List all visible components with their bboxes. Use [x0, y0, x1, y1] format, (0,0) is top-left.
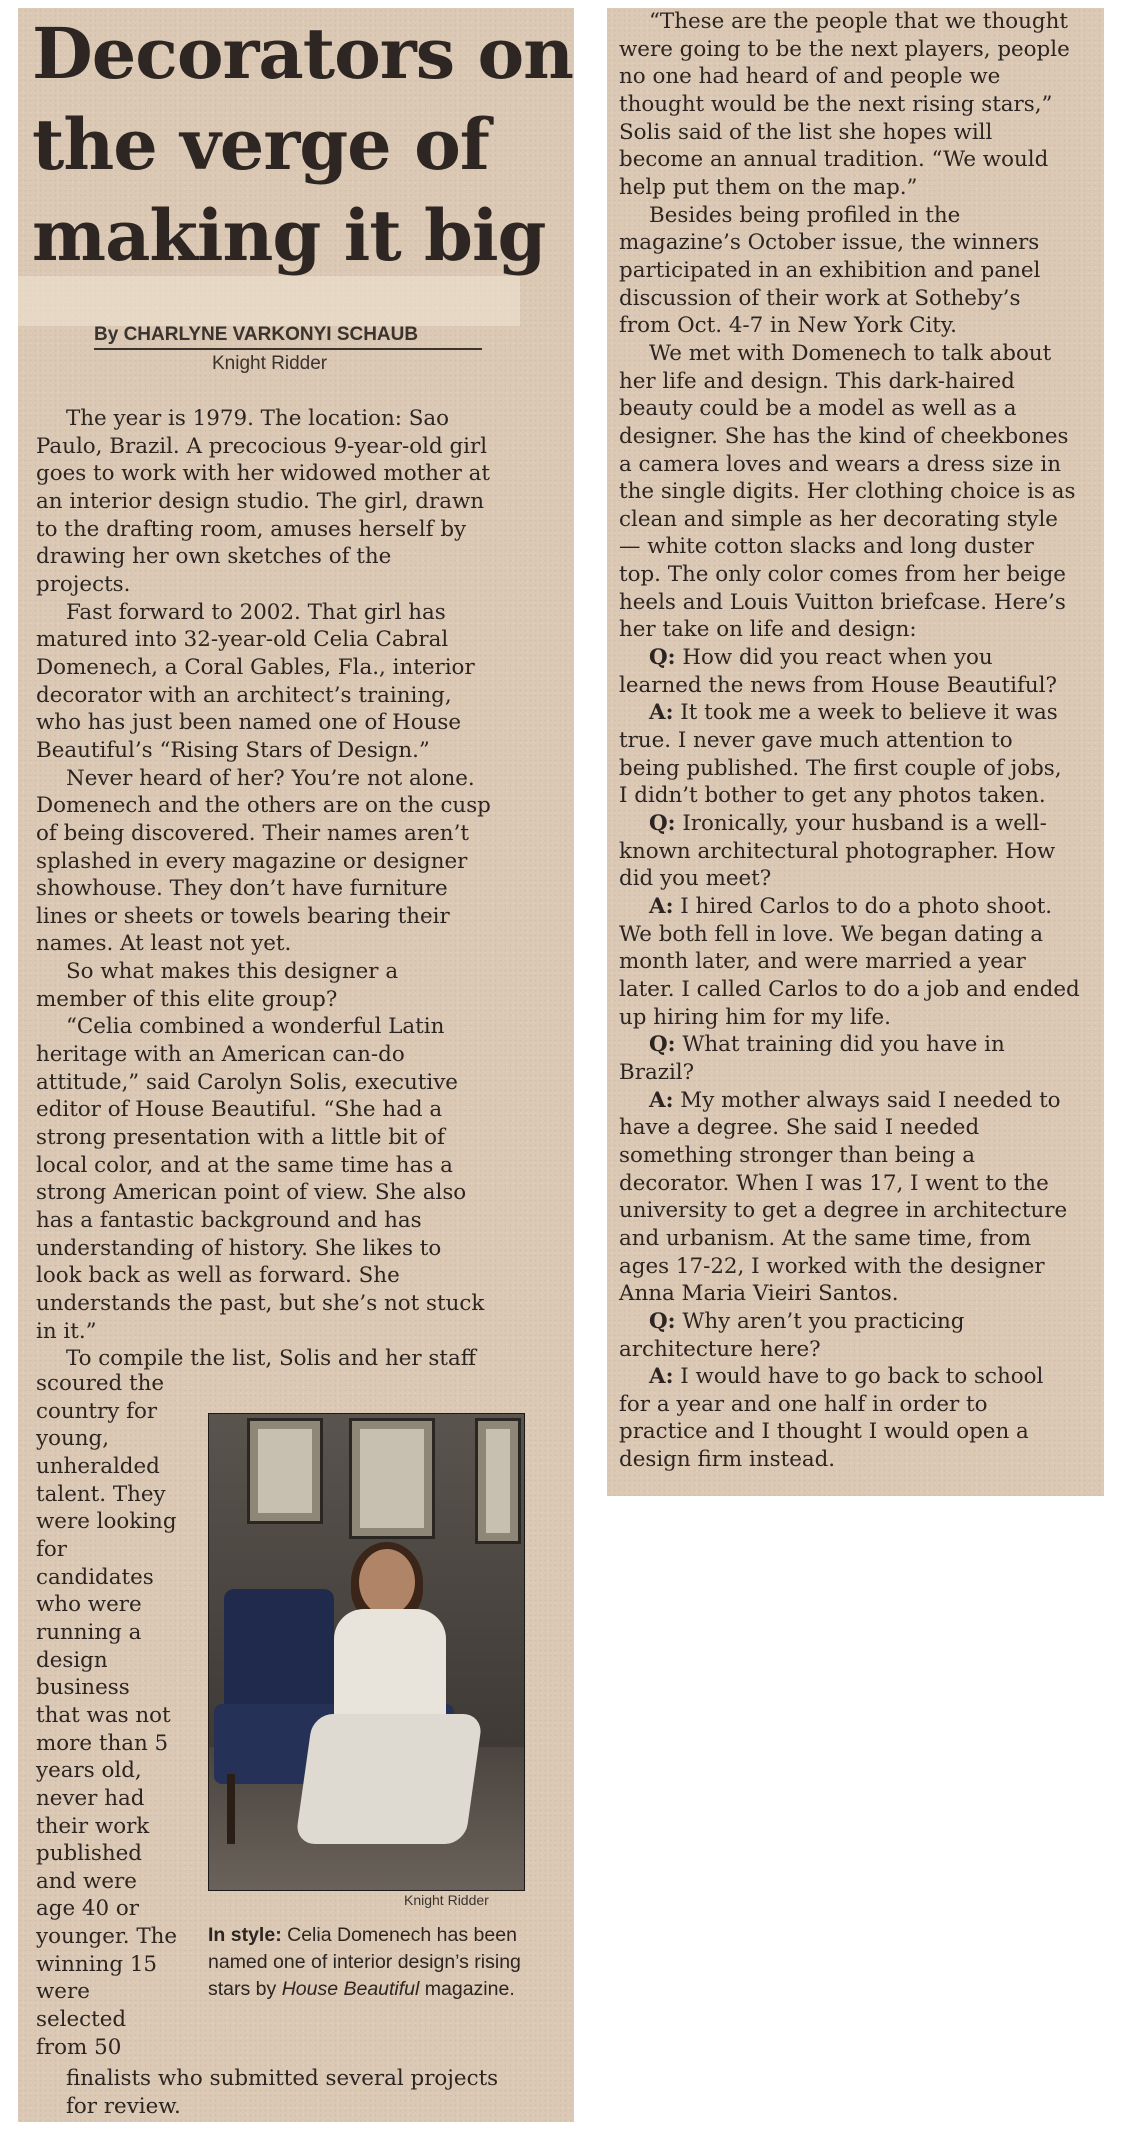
text-line: business	[36, 1675, 130, 1701]
text-line	[36, 488, 564, 516]
left-tail-text	[36, 2065, 564, 2120]
text-line	[619, 146, 1099, 174]
portrait-photo	[208, 1413, 525, 1891]
text-line-content: beauty could be a model as well as a	[619, 396, 1017, 422]
text-line: years old,	[36, 1758, 142, 1784]
text-line-content: ages 17-22, I worked with the designer	[619, 1253, 1045, 1279]
qa-label: A:	[649, 1364, 674, 1390]
text-line-content: top. The only color comes from her beige	[619, 562, 1066, 588]
qa-label: Q:	[649, 1032, 676, 1058]
text-line	[619, 229, 1099, 257]
text-line: winning 15	[36, 1951, 158, 1977]
text-line	[619, 506, 1099, 534]
photo-credit: Knight Ridder	[404, 1892, 489, 1908]
text-line	[619, 1253, 1099, 1281]
headline-background-strip	[18, 276, 520, 326]
text-line: published	[36, 1841, 142, 1867]
text-line	[619, 285, 1099, 313]
text-line	[36, 1345, 564, 1373]
text-line	[619, 8, 1099, 36]
photo-person-legs	[295, 1714, 483, 1844]
text-line	[619, 1391, 1099, 1419]
text-line-content: projects.	[36, 571, 131, 597]
text-line-content: known architectural photographer. How	[619, 838, 1056, 864]
text-line-content: Anna Maria Vieiri Santos.	[619, 1281, 899, 1307]
text-line-content: lines or sheets or towels bearing their	[36, 903, 450, 929]
text-line-content: “These are the people that we thought	[649, 9, 1068, 34]
text-line-content: My mother always said I needed to	[673, 1087, 1061, 1113]
text-line	[36, 930, 564, 958]
text-line: selected	[36, 2007, 127, 2033]
text-line: and were	[36, 1868, 137, 1894]
text-line	[36, 599, 564, 627]
text-line-content: architecture here?	[619, 1336, 821, 1362]
text-line	[36, 405, 564, 433]
text-line	[36, 765, 564, 793]
text-line: young,	[36, 1426, 110, 1452]
text-line	[619, 340, 1099, 368]
text-line	[619, 589, 1099, 617]
caption-publication: House Beautiful	[281, 1978, 420, 2000]
text-line-content: I hired Carlos to do a photo shoot.	[673, 894, 1053, 919]
text-line	[619, 478, 1099, 506]
text-line-content: to the drafting room, amuses herself by	[36, 516, 467, 542]
text-line	[36, 958, 564, 986]
text-line: more than 5	[36, 1730, 169, 1756]
text-line-content: Brazil?	[619, 1059, 695, 1085]
text-line-content: magazine’s October issue, the winners	[619, 230, 1040, 256]
text-line-content: Fast forward to 2002. That girl has	[66, 599, 446, 625]
text-line	[36, 848, 564, 876]
text-line	[36, 709, 564, 737]
text-line-content: thought would be the next rising stars,”	[619, 91, 1053, 117]
text-line-content: help put them on the map.”	[619, 174, 918, 200]
text-line-content: and urbanism. At the same time, from	[619, 1225, 1031, 1251]
text-line-content: decorator. When I was 17, I went to the	[619, 1170, 1049, 1196]
text-line: for	[36, 1536, 68, 1562]
photo-wall-frame	[475, 1418, 521, 1544]
text-line	[619, 616, 1099, 644]
headline-line: making it big	[32, 194, 546, 277]
text-line-content: have a degree. She said I needed	[619, 1115, 980, 1141]
text-line-content: It took me a week to believe it was	[673, 700, 1058, 726]
text-line	[619, 395, 1099, 423]
text-line	[619, 699, 1099, 727]
text-line	[619, 1004, 1099, 1032]
text-line	[36, 875, 564, 903]
headline-line: the verge of	[32, 103, 489, 186]
text-line-content: a camera loves and wears a dress size in	[619, 451, 1062, 477]
text-line-content: editor of House Beautiful. “She had a	[36, 1097, 443, 1123]
text-line-content: an interior design studio. The girl, drawn	[36, 488, 485, 514]
text-line-content: member of this elite group?	[36, 986, 338, 1012]
text-line-content: participated in an exhibition and panel	[619, 257, 1041, 283]
text-line: were looking	[36, 1509, 177, 1535]
text-line-content: month later, and were married a year	[619, 949, 1026, 975]
text-line	[619, 644, 1099, 672]
text-line	[36, 516, 564, 544]
left-body-text	[36, 405, 564, 1373]
text-line	[619, 368, 1099, 396]
text-line	[36, 737, 564, 765]
text-line-content: understands the past, but she’s not stuck	[36, 1291, 485, 1316]
text-line	[36, 903, 564, 931]
text-line-content: university to get a degree in architecture	[619, 1198, 1068, 1224]
text-line	[36, 986, 564, 1014]
text-line	[619, 1225, 1099, 1253]
text-line-content: her life and design. This dark-haired	[619, 368, 1015, 394]
qa-label: Q:	[649, 1308, 676, 1334]
text-line	[36, 1290, 564, 1318]
text-line: that was not	[36, 1702, 171, 1728]
text-line-content: Domenech and the others are on the cusp	[36, 793, 491, 819]
text-line: scoured the	[36, 1371, 165, 1396]
text-line-content: for a year and one half in order to	[619, 1391, 988, 1417]
photo-wall-frame	[247, 1418, 323, 1524]
headline-line: Decorators on	[32, 12, 574, 95]
text-line-content: practice and I thought I would open a	[619, 1419, 1029, 1445]
text-line	[619, 119, 1099, 147]
text-line: younger. The	[36, 1924, 178, 1950]
text-line-content: become an annual tradition. “We would	[619, 147, 1049, 173]
text-line	[36, 1152, 564, 1180]
text-line-content: I didn’t bother to get any photos taken.	[619, 783, 1046, 809]
text-line-content: the single digits. Her clothing choice is as	[619, 479, 1076, 505]
text-line-content: goes to work with her widowed mother at	[36, 461, 490, 487]
text-line	[36, 1235, 564, 1263]
left-narrow-text	[36, 1370, 196, 2061]
text-line: age 40 or	[36, 1896, 140, 1922]
text-line: for review.	[66, 2093, 181, 2119]
text-line	[36, 1013, 564, 1041]
text-line-content: attitude,” said Carolyn Solis, executive	[36, 1069, 458, 1095]
text-line-content: heritage with an American can-do	[36, 1042, 405, 1068]
text-line-content: her take on life and design:	[619, 617, 917, 643]
photo-wall-frame	[349, 1418, 435, 1539]
text-line	[36, 1262, 564, 1290]
text-line-content: splashed in every magazine or designer	[36, 848, 468, 874]
qa-label: A:	[649, 894, 674, 919]
text-line	[619, 672, 1099, 700]
text-line: were	[36, 1979, 90, 2005]
photo-chair-leg	[227, 1774, 235, 1844]
caption-lead: In style:	[208, 1924, 282, 1946]
right-body-text	[619, 8, 1099, 1474]
text-line	[619, 1114, 1099, 1142]
text-line	[36, 1096, 564, 1124]
text-line	[619, 1031, 1099, 1059]
text-line-content: strong presentation with a little bit of	[36, 1125, 445, 1151]
text-line	[619, 63, 1099, 91]
text-line: design	[36, 1647, 108, 1673]
qa-label: Q:	[649, 811, 676, 837]
text-line-content: being published. The first couple of jobs,	[619, 755, 1062, 781]
text-line-content: Solis said of the list she hopes will	[619, 119, 993, 145]
text-line	[619, 921, 1099, 949]
text-line: finalists who submitted several projects	[66, 2066, 499, 2091]
text-line-content: What training did you have in	[675, 1032, 1005, 1058]
text-line-content: clean and simple as her decorating style	[619, 506, 1058, 532]
text-line	[619, 1197, 1099, 1225]
text-line-content: has a fantastic background and has	[36, 1208, 422, 1234]
text-line	[619, 755, 1099, 783]
text-line: running a	[36, 1619, 142, 1645]
text-line: unheralded	[36, 1453, 160, 1479]
text-line	[36, 654, 564, 682]
text-line	[619, 423, 1099, 451]
text-line	[36, 543, 564, 571]
text-line: talent. They	[36, 1481, 166, 1507]
text-line	[36, 682, 564, 710]
text-line-content: designer. She has the kind of cheekbones	[619, 423, 1069, 449]
caption-end: magazine.	[419, 1978, 515, 2000]
text-line-content: true. I never gave much attention to	[619, 728, 1013, 754]
text-line: from 50	[36, 2034, 122, 2060]
text-line: their work	[36, 1813, 150, 1839]
text-line-content: “Celia combined a wonderful Latin	[66, 1014, 445, 1040]
left-column-clipping	[18, 8, 574, 2122]
text-line-content: later. I called Carlos to do a job and ended	[619, 976, 1080, 1002]
text-line-content: up hiring him for my life.	[619, 1004, 891, 1030]
qa-label: A:	[649, 1087, 674, 1113]
text-line	[619, 838, 1099, 866]
text-line	[619, 36, 1099, 64]
text-line-content: names. At least not yet.	[36, 931, 292, 957]
text-line-content: Never heard of her? You’re not alone.	[66, 765, 475, 791]
text-line-content: showhouse. They don’t have furniture	[36, 876, 448, 902]
text-line	[36, 1179, 564, 1207]
photo-person-face	[359, 1549, 415, 1615]
text-line	[619, 451, 1099, 479]
text-line	[619, 561, 1099, 589]
headline	[32, 8, 573, 281]
text-line-content: who has just been named one of House	[36, 710, 462, 736]
text-line	[619, 1170, 1099, 1198]
text-line-content: Domenech, a Coral Gables, Fla., interior	[36, 654, 475, 680]
text-line: who were	[36, 1592, 142, 1618]
text-line-content: discussion of their work at Sotheby’s	[619, 285, 1021, 311]
text-line	[619, 1336, 1099, 1364]
text-line	[619, 1280, 1099, 1308]
text-line-content: understanding of history. She likes to	[36, 1235, 442, 1261]
qa-label: A:	[649, 700, 674, 726]
text-line	[619, 976, 1099, 1004]
text-line	[619, 312, 1099, 340]
text-line-content: drawing her own sketches of the	[36, 544, 392, 570]
text-line-content: Ironically, your husband is a well-	[675, 811, 1047, 837]
text-line-content: Beautiful’s “Rising Stars of Design.”	[36, 737, 430, 763]
photo-caption	[208, 1922, 538, 2003]
text-line	[619, 1142, 1099, 1170]
text-line-content: learned the news from House Beautiful?	[619, 672, 1057, 698]
text-line	[619, 948, 1099, 976]
text-line	[36, 571, 564, 599]
byline-agency: Knight Ridder	[212, 353, 328, 374]
text-line	[36, 433, 564, 461]
text-line	[619, 1446, 1099, 1474]
text-line	[619, 810, 1099, 838]
text-line	[619, 782, 1099, 810]
text-line-content: — white cotton slacks and long duster	[619, 534, 1034, 560]
text-line-content: heels and Louis Vuitton briefcase. Here’s	[619, 589, 1066, 615]
text-line-content: in it.”	[36, 1318, 97, 1344]
text-line	[36, 460, 564, 488]
text-line	[619, 865, 1099, 893]
text-line-content: strong American point of view. She also	[36, 1180, 467, 1206]
text-line-content: of being discovered. Their names aren’t	[36, 820, 469, 846]
text-line	[619, 1363, 1099, 1391]
text-line	[36, 1041, 564, 1069]
text-line-content: I would have to go back to school	[673, 1364, 1044, 1390]
text-line	[36, 1124, 564, 1152]
text-line	[619, 727, 1099, 755]
text-line	[619, 533, 1099, 561]
text-line	[619, 893, 1099, 921]
text-line-content: local color, and at the same time has a	[36, 1152, 453, 1178]
right-column-clipping	[607, 8, 1104, 1496]
text-line-content: look back as well as forward. She	[36, 1263, 400, 1289]
text-line-content: something stronger than being a	[619, 1142, 976, 1168]
text-line-content: To compile the list, Solis and her staff	[66, 1346, 476, 1372]
text-line	[619, 1418, 1099, 1446]
text-line	[619, 1308, 1099, 1336]
text-line	[36, 626, 564, 654]
text-line-content: Paulo, Brazil. A precocious 9-year-old girl	[36, 433, 488, 459]
text-line-content: Besides being profiled in the	[649, 202, 961, 228]
text-line	[36, 792, 564, 820]
text-line: candidates	[36, 1564, 154, 1590]
text-line-content: We both fell in love. We began dating a	[619, 921, 1043, 947]
text-line-content: from Oct. 4-7 in New York City.	[619, 313, 957, 339]
text-line	[619, 1059, 1099, 1087]
byline: By CHARLYNE VARKONYI SCHAUB	[94, 322, 482, 350]
text-line	[36, 1318, 564, 1346]
qa-label: Q:	[649, 645, 676, 671]
text-line-content: design firm instead.	[619, 1447, 836, 1473]
text-line-content: matured into 32-year-old Celia Cabral	[36, 627, 449, 653]
text-line	[619, 202, 1099, 230]
text-line-content: We met with Domenech to talk about	[649, 340, 1052, 366]
text-line	[36, 820, 564, 848]
text-line	[619, 91, 1099, 119]
text-line-content: How did you react when you	[675, 645, 993, 671]
text-line-content: So what makes this designer a	[66, 959, 399, 985]
text-line	[619, 257, 1099, 285]
text-line-content: The year is 1979. The location: Sao	[66, 406, 450, 431]
text-line-content: Why aren’t you practicing	[675, 1308, 965, 1334]
text-line-content: decorator with an architect’s training,	[36, 682, 452, 708]
text-line-content: no one had heard of and people we	[619, 64, 1001, 90]
caption-text: Celia Domenech has been named one of interior design’s rising stars by	[208, 1924, 521, 2000]
text-line: country for	[36, 1398, 158, 1424]
text-line	[619, 174, 1099, 202]
text-line-content: were going to be the next players, people	[619, 36, 1070, 62]
text-line	[619, 1087, 1099, 1115]
text-line: never had	[36, 1785, 145, 1811]
text-line	[36, 1069, 564, 1097]
text-line	[36, 1207, 564, 1235]
text-line-content: did you meet?	[619, 866, 772, 892]
